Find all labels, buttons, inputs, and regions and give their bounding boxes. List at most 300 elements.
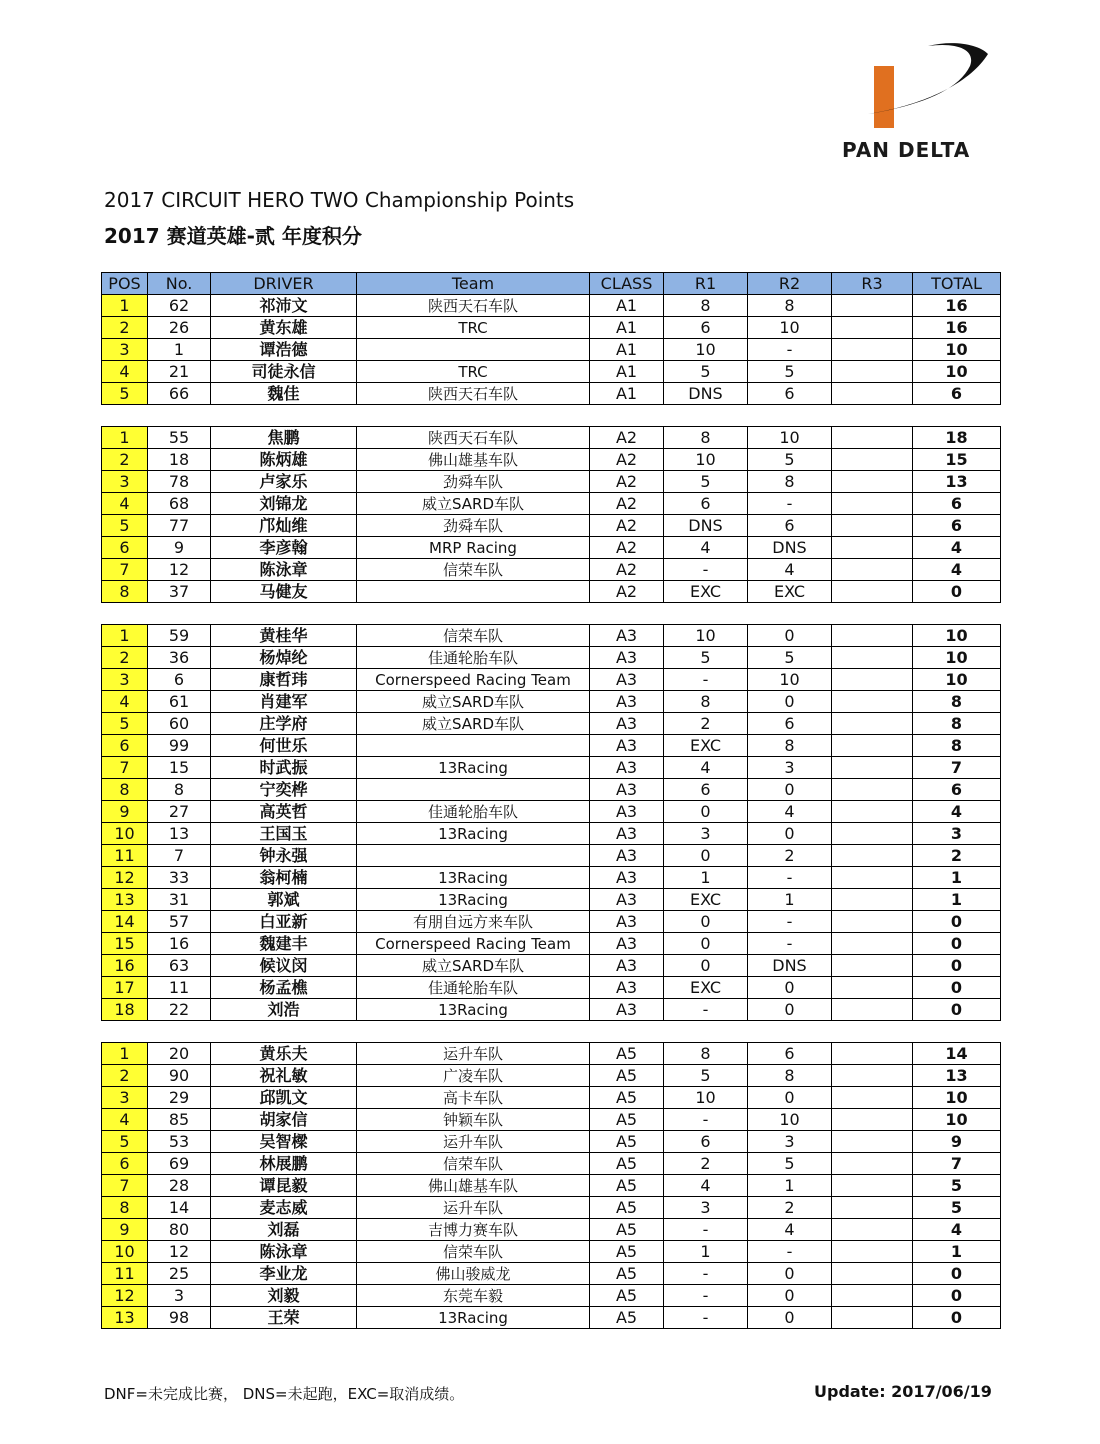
cell-number: 85 xyxy=(148,1109,211,1131)
cell-driver: 刘磊 xyxy=(211,1219,357,1241)
cell-number: 26 xyxy=(148,317,211,339)
table-row xyxy=(102,911,1001,933)
cell-pos: 17 xyxy=(102,977,148,999)
cell-r3 xyxy=(832,647,913,669)
cell-number: 98 xyxy=(148,1307,211,1329)
cell-r1: 10 xyxy=(664,625,748,647)
cell-pos: 12 xyxy=(102,1285,148,1307)
cell-class: A2 xyxy=(590,537,664,559)
cell-class: A2 xyxy=(590,559,664,581)
cell-team xyxy=(357,845,590,867)
cell-pos: 6 xyxy=(102,537,148,559)
cell-team xyxy=(357,779,590,801)
cell-class: A5 xyxy=(590,1307,664,1329)
cell-class: A3 xyxy=(590,867,664,889)
cell-pos: 8 xyxy=(102,779,148,801)
cell-total: 5 xyxy=(913,1175,1001,1197)
cell-number: 36 xyxy=(148,647,211,669)
cell-team: 广凌车队 xyxy=(357,1065,590,1087)
table-row xyxy=(102,933,1001,955)
cell-number: 13 xyxy=(148,823,211,845)
cell-team xyxy=(357,581,590,603)
cell-r3 xyxy=(832,383,913,405)
cell-team: 威立SARD车队 xyxy=(357,713,590,735)
cell-class: A2 xyxy=(590,581,664,603)
group-separator xyxy=(102,603,1001,625)
table-row xyxy=(102,295,1001,317)
cell-number: 57 xyxy=(148,911,211,933)
header-pos: POS xyxy=(102,273,148,295)
cell-total: 10 xyxy=(913,647,1001,669)
cell-total: 10 xyxy=(913,1087,1001,1109)
cell-r3 xyxy=(832,1065,913,1087)
cell-r2: 8 xyxy=(748,471,832,493)
cell-team: 佳通轮胎车队 xyxy=(357,801,590,823)
cell-number: 60 xyxy=(148,713,211,735)
cell-r2: 8 xyxy=(748,1065,832,1087)
cell-r2: DNS xyxy=(748,955,832,977)
cell-total: 13 xyxy=(913,1065,1001,1087)
cell-total: 0 xyxy=(913,1263,1001,1285)
cell-pos: 4 xyxy=(102,691,148,713)
cell-r3 xyxy=(832,449,913,471)
cell-class: A5 xyxy=(590,1285,664,1307)
cell-r1: 3 xyxy=(664,1197,748,1219)
table-row xyxy=(102,669,1001,691)
cell-r1: 0 xyxy=(664,933,748,955)
cell-class: A3 xyxy=(590,977,664,999)
cell-total: 16 xyxy=(913,317,1001,339)
cell-r3 xyxy=(832,669,913,691)
table-row xyxy=(102,559,1001,581)
cell-r2: - xyxy=(748,867,832,889)
cell-pos: 1 xyxy=(102,1043,148,1065)
cell-r2: - xyxy=(748,493,832,515)
cell-team: 高卡车队 xyxy=(357,1087,590,1109)
cell-r2: - xyxy=(748,911,832,933)
pan-delta-logo xyxy=(838,36,1008,160)
cell-driver: 黄桂华 xyxy=(211,625,357,647)
cell-r1: 0 xyxy=(664,801,748,823)
cell-pos: 1 xyxy=(102,625,148,647)
cell-total: 0 xyxy=(913,1285,1001,1307)
cell-pos: 2 xyxy=(102,449,148,471)
header-r3: R3 xyxy=(832,273,913,295)
cell-r2: 0 xyxy=(748,1285,832,1307)
cell-team: 信荣车队 xyxy=(357,1153,590,1175)
cell-class: A2 xyxy=(590,471,664,493)
cell-class: A3 xyxy=(590,779,664,801)
cell-r1: EXC xyxy=(664,977,748,999)
cell-r1: 10 xyxy=(664,1087,748,1109)
cell-r2: 5 xyxy=(748,1153,832,1175)
cell-pos: 7 xyxy=(102,559,148,581)
cell-r3 xyxy=(832,1131,913,1153)
cell-r3 xyxy=(832,1087,913,1109)
cell-r2: 6 xyxy=(748,515,832,537)
cell-number: 37 xyxy=(148,581,211,603)
cell-total: 1 xyxy=(913,1241,1001,1263)
cell-class: A1 xyxy=(590,317,664,339)
group-separator xyxy=(102,1021,1001,1043)
cell-driver: 肖建军 xyxy=(211,691,357,713)
cell-driver: 麦志威 xyxy=(211,1197,357,1219)
cell-pos: 10 xyxy=(102,1241,148,1263)
cell-r1: 3 xyxy=(664,823,748,845)
cell-driver: 陈泳章 xyxy=(211,1241,357,1263)
table-row xyxy=(102,1307,1001,1329)
cell-r2: 2 xyxy=(748,1197,832,1219)
cell-total: 4 xyxy=(913,801,1001,823)
cell-r1: 0 xyxy=(664,955,748,977)
table-row xyxy=(102,1219,1001,1241)
cell-total: 4 xyxy=(913,559,1001,581)
cell-pos: 15 xyxy=(102,933,148,955)
cell-team: 劲舜车队 xyxy=(357,471,590,493)
cell-class: A3 xyxy=(590,889,664,911)
cell-pos: 3 xyxy=(102,1087,148,1109)
cell-total: 10 xyxy=(913,361,1001,383)
table-row xyxy=(102,537,1001,559)
cell-class: A3 xyxy=(590,669,664,691)
table-row xyxy=(102,493,1001,515)
cell-pos: 16 xyxy=(102,955,148,977)
cell-r1: - xyxy=(664,1109,748,1131)
cell-r1: 6 xyxy=(664,779,748,801)
cell-pos: 1 xyxy=(102,427,148,449)
cell-class: A3 xyxy=(590,625,664,647)
cell-driver: 何世乐 xyxy=(211,735,357,757)
cell-number: 33 xyxy=(148,867,211,889)
cell-r1: 10 xyxy=(664,339,748,361)
cell-r3 xyxy=(832,801,913,823)
cell-r2: 4 xyxy=(748,801,832,823)
cell-r3 xyxy=(832,867,913,889)
cell-r2: 10 xyxy=(748,317,832,339)
cell-r1: 1 xyxy=(664,1241,748,1263)
cell-team: 13Racing xyxy=(357,867,590,889)
cell-r1: - xyxy=(664,559,748,581)
cell-r2: 8 xyxy=(748,735,832,757)
cell-class: A5 xyxy=(590,1065,664,1087)
cell-r2: 6 xyxy=(748,383,832,405)
cell-team: 威立SARD车队 xyxy=(357,955,590,977)
cell-team: 信荣车队 xyxy=(357,559,590,581)
header-total: TOTAL xyxy=(913,273,1001,295)
cell-team: 13Racing xyxy=(357,999,590,1021)
cell-pos: 2 xyxy=(102,317,148,339)
cell-number: 25 xyxy=(148,1263,211,1285)
cell-driver: 李业龙 xyxy=(211,1263,357,1285)
cell-r2: 3 xyxy=(748,1131,832,1153)
cell-pos: 3 xyxy=(102,339,148,361)
cell-number: 63 xyxy=(148,955,211,977)
cell-class: A5 xyxy=(590,1109,664,1131)
cell-number: 90 xyxy=(148,1065,211,1087)
cell-driver: 祁沛文 xyxy=(211,295,357,317)
cell-r1: 5 xyxy=(664,647,748,669)
cell-team: 陕西天石车队 xyxy=(357,427,590,449)
cell-r3 xyxy=(832,625,913,647)
cell-team: 佳通轮胎车队 xyxy=(357,647,590,669)
cell-r2: 0 xyxy=(748,625,832,647)
cell-r3 xyxy=(832,691,913,713)
cell-team xyxy=(357,339,590,361)
cell-class: A5 xyxy=(590,1219,664,1241)
cell-r3 xyxy=(832,999,913,1021)
cell-pos: 2 xyxy=(102,647,148,669)
cell-r2: 0 xyxy=(748,1307,832,1329)
cell-r2: 5 xyxy=(748,361,832,383)
cell-r2: - xyxy=(748,1241,832,1263)
cell-r3 xyxy=(832,1175,913,1197)
cell-pos: 4 xyxy=(102,361,148,383)
cell-driver: 卢家乐 xyxy=(211,471,357,493)
cell-team: 13Racing xyxy=(357,889,590,911)
cell-driver: 庄学府 xyxy=(211,713,357,735)
header-no: No. xyxy=(148,273,211,295)
cell-total: 6 xyxy=(913,493,1001,515)
cell-number: 99 xyxy=(148,735,211,757)
cell-class: A1 xyxy=(590,383,664,405)
update-date: Update: 2017/06/19 xyxy=(814,1382,992,1401)
cell-driver: 焦鹏 xyxy=(211,427,357,449)
cell-r3 xyxy=(832,911,913,933)
cell-class: A2 xyxy=(590,427,664,449)
cell-driver: 刘浩 xyxy=(211,999,357,1021)
cell-team: 佛山雄基车队 xyxy=(357,1175,590,1197)
cell-r1: 2 xyxy=(664,1153,748,1175)
cell-number: 55 xyxy=(148,427,211,449)
cell-r3 xyxy=(832,361,913,383)
cell-class: A2 xyxy=(590,449,664,471)
cell-pos: 3 xyxy=(102,471,148,493)
cell-team: 威立SARD车队 xyxy=(357,691,590,713)
points-table xyxy=(101,272,1001,1329)
cell-team: TRC xyxy=(357,361,590,383)
cell-driver: 康哲玮 xyxy=(211,669,357,691)
cell-r2: 5 xyxy=(748,647,832,669)
logo-mark-icon xyxy=(858,36,998,136)
table-row xyxy=(102,955,1001,977)
cell-r1: 6 xyxy=(664,493,748,515)
cell-team: 佛山骏威龙 xyxy=(357,1263,590,1285)
cell-number: 61 xyxy=(148,691,211,713)
cell-number: 8 xyxy=(148,779,211,801)
cell-number: 31 xyxy=(148,889,211,911)
cell-r3 xyxy=(832,1307,913,1329)
cell-driver: 时武振 xyxy=(211,757,357,779)
cell-r1: 1 xyxy=(664,867,748,889)
cell-total: 6 xyxy=(913,515,1001,537)
table-row xyxy=(102,449,1001,471)
cell-r2: 0 xyxy=(748,999,832,1021)
cell-pos: 3 xyxy=(102,669,148,691)
cell-class: A5 xyxy=(590,1175,664,1197)
cell-r1: 10 xyxy=(664,449,748,471)
cell-r1: 4 xyxy=(664,757,748,779)
cell-class: A5 xyxy=(590,1131,664,1153)
cell-r2: 0 xyxy=(748,1263,832,1285)
cell-total: 4 xyxy=(913,537,1001,559)
cell-r3 xyxy=(832,977,913,999)
cell-total: 8 xyxy=(913,691,1001,713)
table-row xyxy=(102,691,1001,713)
cell-team xyxy=(357,735,590,757)
cell-total: 10 xyxy=(913,339,1001,361)
cell-number: 9 xyxy=(148,537,211,559)
cell-r1: DNS xyxy=(664,515,748,537)
cell-r2: EXC xyxy=(748,581,832,603)
table-row xyxy=(102,581,1001,603)
cell-r1: 5 xyxy=(664,471,748,493)
cell-team: 13Racing xyxy=(357,823,590,845)
cell-driver: 钟永强 xyxy=(211,845,357,867)
table-row xyxy=(102,823,1001,845)
cell-number: 21 xyxy=(148,361,211,383)
cell-class: A3 xyxy=(590,647,664,669)
cell-r3 xyxy=(832,1043,913,1065)
cell-r3 xyxy=(832,493,913,515)
cell-driver: 邝灿维 xyxy=(211,515,357,537)
cell-total: 2 xyxy=(913,845,1001,867)
cell-number: 14 xyxy=(148,1197,211,1219)
cell-number: 12 xyxy=(148,559,211,581)
cell-r1: 8 xyxy=(664,427,748,449)
cell-r1: 5 xyxy=(664,361,748,383)
cell-number: 77 xyxy=(148,515,211,537)
cell-class: A5 xyxy=(590,1197,664,1219)
cell-driver: 陈炳雄 xyxy=(211,449,357,471)
table-row xyxy=(102,845,1001,867)
cell-pos: 7 xyxy=(102,757,148,779)
table-row xyxy=(102,1153,1001,1175)
cell-total: 0 xyxy=(913,999,1001,1021)
cell-r1: EXC xyxy=(664,889,748,911)
cell-number: 62 xyxy=(148,295,211,317)
cell-class: A5 xyxy=(590,1263,664,1285)
cell-team: TRC xyxy=(357,317,590,339)
cell-driver: 王荣 xyxy=(211,1307,357,1329)
cell-total: 10 xyxy=(913,625,1001,647)
cell-r1: 8 xyxy=(664,1043,748,1065)
cell-total: 7 xyxy=(913,1153,1001,1175)
cell-r2: - xyxy=(748,933,832,955)
header-class: CLASS xyxy=(590,273,664,295)
cell-class: A3 xyxy=(590,691,664,713)
cell-number: 16 xyxy=(148,933,211,955)
cell-pos: 13 xyxy=(102,889,148,911)
cell-r3 xyxy=(832,427,913,449)
cell-team: 有朋自远方来车队 xyxy=(357,911,590,933)
cell-class: A2 xyxy=(590,515,664,537)
cell-driver: 谭昆毅 xyxy=(211,1175,357,1197)
table-row xyxy=(102,625,1001,647)
cell-r3 xyxy=(832,515,913,537)
cell-number: 66 xyxy=(148,383,211,405)
cell-driver: 陈泳章 xyxy=(211,559,357,581)
cell-team: 陕西天石车队 xyxy=(357,295,590,317)
cell-class: A2 xyxy=(590,493,664,515)
table-row xyxy=(102,867,1001,889)
cell-r2: 0 xyxy=(748,1087,832,1109)
cell-r1: 4 xyxy=(664,537,748,559)
cell-driver: 高英哲 xyxy=(211,801,357,823)
cell-driver: 魏佳 xyxy=(211,383,357,405)
table-row xyxy=(102,999,1001,1021)
cell-number: 11 xyxy=(148,977,211,999)
cell-pos: 6 xyxy=(102,1153,148,1175)
cell-r3 xyxy=(832,1263,913,1285)
cell-pos: 4 xyxy=(102,1109,148,1131)
cell-class: A1 xyxy=(590,295,664,317)
cell-team: 劲舜车队 xyxy=(357,515,590,537)
cell-team: MRP Racing xyxy=(357,537,590,559)
cell-r2: 1 xyxy=(748,889,832,911)
cell-class: A3 xyxy=(590,933,664,955)
cell-r3 xyxy=(832,559,913,581)
cell-total: 10 xyxy=(913,1109,1001,1131)
cell-driver: 魏建丰 xyxy=(211,933,357,955)
cell-r2: 0 xyxy=(748,977,832,999)
cell-class: A1 xyxy=(590,361,664,383)
cell-team: 佛山雄基车队 xyxy=(357,449,590,471)
cell-r3 xyxy=(832,1197,913,1219)
cell-number: 12 xyxy=(148,1241,211,1263)
cell-pos: 5 xyxy=(102,713,148,735)
cell-class: A5 xyxy=(590,1241,664,1263)
cell-driver: 刘毅 xyxy=(211,1285,357,1307)
cell-team: 信荣车队 xyxy=(357,1241,590,1263)
cell-driver: 李彦翰 xyxy=(211,537,357,559)
cell-total: 18 xyxy=(913,427,1001,449)
table-row xyxy=(102,1241,1001,1263)
cell-r2: 6 xyxy=(748,713,832,735)
cell-total: 0 xyxy=(913,955,1001,977)
cell-pos: 12 xyxy=(102,867,148,889)
cell-class: A3 xyxy=(590,823,664,845)
cell-total: 6 xyxy=(913,383,1001,405)
cell-pos: 8 xyxy=(102,581,148,603)
cell-number: 68 xyxy=(148,493,211,515)
cell-r1: 6 xyxy=(664,1131,748,1153)
cell-r3 xyxy=(832,471,913,493)
cell-number: 6 xyxy=(148,669,211,691)
cell-driver: 刘锦龙 xyxy=(211,493,357,515)
cell-r2: DNS xyxy=(748,537,832,559)
cell-number: 78 xyxy=(148,471,211,493)
cell-r1: - xyxy=(664,1219,748,1241)
cell-team: 13Racing xyxy=(357,1307,590,1329)
table-row xyxy=(102,713,1001,735)
cell-team: Cornerspeed Racing Team xyxy=(357,933,590,955)
cell-pos: 18 xyxy=(102,999,148,1021)
cell-r3 xyxy=(832,1285,913,1307)
cell-number: 80 xyxy=(148,1219,211,1241)
cell-number: 69 xyxy=(148,1153,211,1175)
cell-r3 xyxy=(832,823,913,845)
cell-class: A3 xyxy=(590,801,664,823)
cell-total: 1 xyxy=(913,867,1001,889)
cell-pos: 4 xyxy=(102,493,148,515)
table-row xyxy=(102,1043,1001,1065)
cell-pos: 11 xyxy=(102,845,148,867)
cell-team: 运升车队 xyxy=(357,1043,590,1065)
cell-number: 27 xyxy=(148,801,211,823)
cell-class: A5 xyxy=(590,1153,664,1175)
cell-r3 xyxy=(832,735,913,757)
cell-class: A1 xyxy=(590,339,664,361)
